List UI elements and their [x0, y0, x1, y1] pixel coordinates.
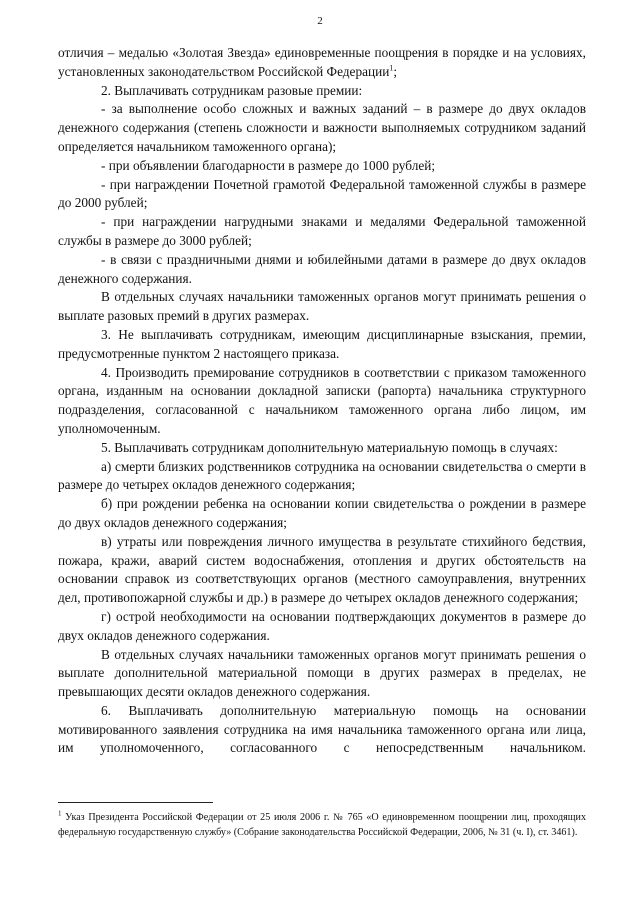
- paragraph: [58, 44, 586, 82]
- paragraph: б) при рождении ребенка на основании копии свидетельства о рождении в размере до двух окладов денежного содержания;: [58, 496, 586, 530]
- paragraph: 2. Выплачивать сотрудникам разовые премии:: [101, 82, 363, 98]
- paragraph: 3. Не выплачивать сотрудникам, имеющим дисциплинарные взыскания, премии, предусмотренные пунктом 2 настоящего приказа.: [58, 326, 586, 361]
- footnote: [58, 811, 586, 840]
- paragraph: - при объявлении благодарности в размере до 1000 рублей;: [101, 157, 436, 173]
- paragraph: 4. Производить премирование сотрудников в соответствии с приказом таможенного органа, изданным на основании докладной записки (рапорта) начальника структурного подразделения, согласованной с начальником таможенного органа либо лицом, им уполномоченным.: [58, 364, 586, 436]
- footnote-reference: 1: [389, 63, 394, 73]
- paragraph: г) острой необходимости на основании подтверждающих документов в размере до двух окладов денежного содержания.: [58, 608, 586, 643]
- paragraph: В отдельных случаях начальники таможенных органов могут принимать решения о выплате дополнительной материальной помощи в других размерах в пределах, не превышающих десяти окладов денежного содержания.: [58, 646, 586, 700]
- paragraph: - за выполнение особо сложных и важных заданий – в размере до двух окладов денежного содержания (степень сложности и важности выполняемых сотрудником заданий определяется начальником таможенного органа);: [58, 101, 586, 154]
- paragraph: - при награждении нагрудными знаками и медалями Федеральной таможенной службы в размере до 3000 рублей;: [58, 214, 586, 248]
- paragraph: в) утраты или повреждения личного имущества в результате стихийного бедствия, пожара, кражи, аварий систем водоснабжения, отопления и других обстоятельств на основании справок из соответствующих органов (местного самоуправления, внутренних дел, противопожарной службы и др.) в размере до четырех окладов денежного содержания;: [58, 533, 586, 606]
- paragraph: В отдельных случаях начальники таможенных органов могут принимать решения о выплате разовых премий в других размерах.: [58, 289, 586, 324]
- footnote-marker: 1: [58, 809, 62, 818]
- footnote-text: Указ Президента Российской Федерации от 25 июля 2006 г. № 765 «О единовременном поощрении лиц, проходящих федеральную государственную службу» (Собрание законодательства Российской Федерации, 2006, № 31 (ч. I), ст. 3461).: [58, 812, 586, 838]
- paragraph-tail: ;: [393, 63, 398, 79]
- document-body: [58, 44, 586, 758]
- paragraph: а) смерти близких родственников сотрудника на основании свидетельства о смерти в размере до четырех окладов денежного содержания;: [58, 458, 586, 493]
- footnote-divider: [58, 802, 213, 803]
- paragraph: 5. Выплачивать сотрудникам дополнительную материальную помощь в случаях:: [101, 439, 558, 455]
- page-number: 2: [317, 15, 323, 27]
- paragraph: 6. Выплачивать дополнительную материальную помощь на основании мотивированного заявления сотрудника на имя начальника таможенного органа или лица, им уполномоченного, согласованного с непосредственным начальником.: [58, 702, 586, 756]
- paragraph: - в связи с праздничными днями и юбилейными датами в размере до двух окладов денежного содержания.: [58, 251, 586, 286]
- paragraph: - при награждении Почетной грамотой Федеральной таможенной службы в размере до 2000 рублей;: [58, 176, 586, 211]
- paragraph-text: отличия – медалью «Золотая Звезда» единовременные поощрения в порядке и на условиях, установленных законодательством Российской Федерации: [58, 45, 586, 79]
